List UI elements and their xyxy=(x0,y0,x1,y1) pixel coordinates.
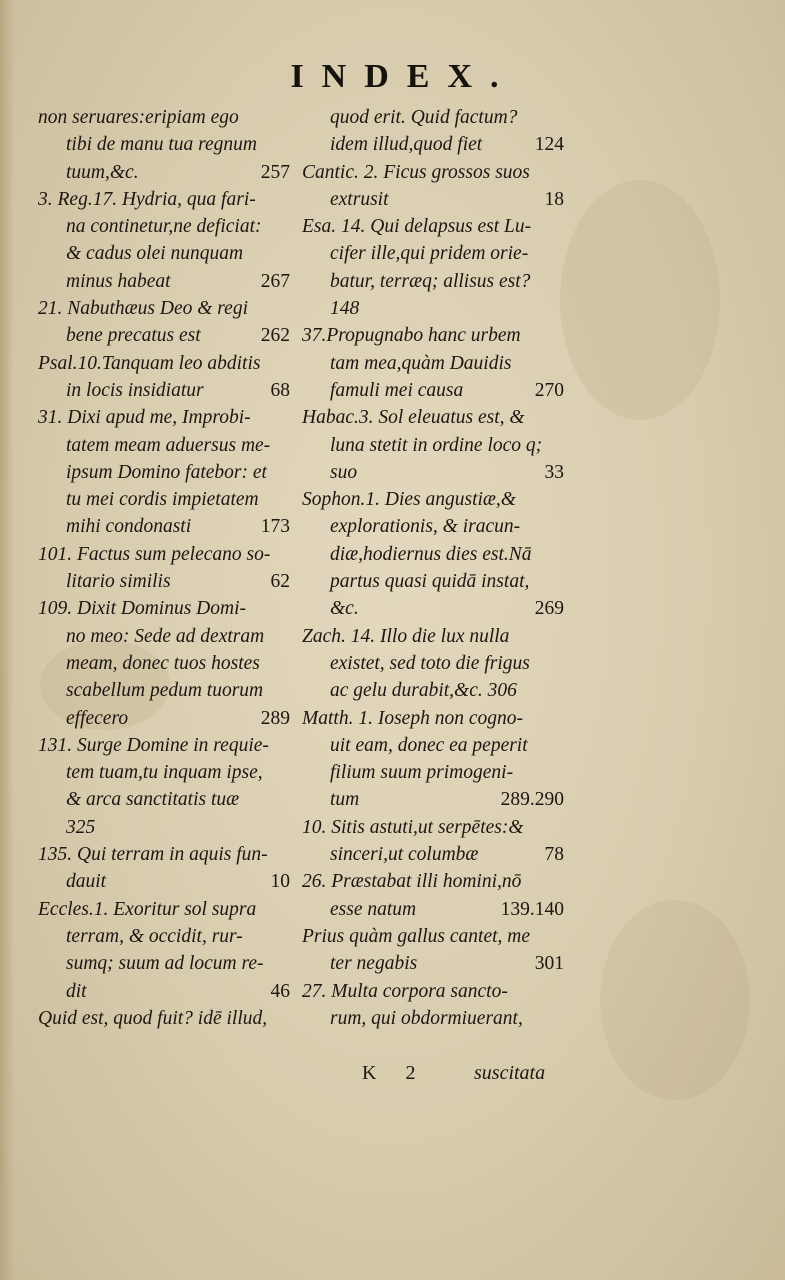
index-entry-line xyxy=(302,950,564,977)
page-reference: 78 xyxy=(544,844,564,866)
page-reference: 139.140 xyxy=(500,898,564,920)
index-entry-line xyxy=(302,595,564,622)
index-entry-text: Psal.10.Tanquam leo abditis xyxy=(38,352,261,374)
index-entry-line xyxy=(302,568,564,595)
index-entry-line xyxy=(38,377,290,404)
page-reference: 270 xyxy=(534,379,564,401)
index-entry-line xyxy=(302,868,564,895)
index-entry-text: batur, terræq; allisus est? xyxy=(330,270,531,292)
index-entry-line xyxy=(38,432,290,459)
index-entry-text: 27. Multa corpora sancto- xyxy=(302,980,508,1002)
index-entry-text: extrusit xyxy=(330,188,389,210)
index-entry-text: in locis insidiatur xyxy=(66,379,204,401)
index-entry-line xyxy=(38,595,290,622)
index-entry-text: explorationis, & iracun- xyxy=(330,516,521,538)
index-entry-line xyxy=(38,568,290,595)
index-entry-text: 10. Sitis astuti,ut serpētes:& xyxy=(302,816,524,838)
index-entry-line xyxy=(38,677,290,704)
index-entry-text: partus quasi quidā instat, xyxy=(330,571,530,593)
index-entry-text: idem illud,quod fiet xyxy=(330,134,483,156)
catchword: suscitata xyxy=(474,1062,546,1084)
index-entry-text: 109. Dixit Dominus Domi- xyxy=(38,598,246,620)
index-entry-line xyxy=(302,732,564,759)
index-entry-text: uit eam, donec ea peperit xyxy=(330,734,528,756)
index-entry-line xyxy=(38,240,290,267)
index-entry-text: Zach. 14. Illo die lux nulla xyxy=(302,625,510,647)
index-entry-line xyxy=(302,350,564,377)
index-entry-line xyxy=(302,213,564,240)
index-entry-text: 21. Nabuthæus Deo & regi xyxy=(38,298,248,320)
index-entry-text: &c. xyxy=(330,598,359,620)
index-entry-text: tam mea,quàm Dauidis xyxy=(330,352,512,374)
page-reference: 257 xyxy=(260,161,290,183)
index-entry-line xyxy=(38,896,290,923)
right-index-column xyxy=(302,104,564,1032)
index-entry-text: 148 xyxy=(330,298,360,320)
index-entry-line xyxy=(302,650,564,677)
index-entry-text: ac gelu durabit,&c. 306 xyxy=(330,680,517,702)
index-entry-line xyxy=(38,213,290,240)
index-entry-text: 101. Factus sum pelecano so- xyxy=(38,543,271,565)
index-entry-line xyxy=(38,541,290,568)
index-entry-line xyxy=(38,841,290,868)
index-entry-line xyxy=(38,186,290,213)
index-entry-line xyxy=(38,131,290,158)
index-entry-line xyxy=(302,513,564,540)
page-edge-shadow xyxy=(0,0,14,1280)
index-entry-text: dauit xyxy=(66,871,107,893)
index-entry-line xyxy=(38,459,290,486)
index-entry-line xyxy=(38,705,290,732)
index-entry-text: famuli mei causa xyxy=(330,379,464,401)
index-entry-text: cifer ille,qui pridem orie- xyxy=(330,243,529,265)
index-entry-text: luna stetit in ordine loco q; xyxy=(330,434,543,456)
index-entry-text: mihi condonasti xyxy=(66,516,192,538)
index-entry-line xyxy=(302,814,564,841)
index-entry-line xyxy=(302,705,564,732)
index-entry-line xyxy=(302,240,564,267)
index-entry-line xyxy=(38,623,290,650)
index-entry-text: 26. Præstabat illi homini,nō xyxy=(302,871,522,893)
index-entry-line xyxy=(302,404,564,431)
index-entry-text: diæ,hodiernus dies est.Nā xyxy=(330,543,532,565)
index-entry-text: 3. Reg.17. Hydria, qua fari- xyxy=(38,188,256,210)
index-entry-line xyxy=(38,295,290,322)
index-entry-line xyxy=(38,868,290,895)
index-entry-text: esse natum xyxy=(330,898,417,920)
index-entry-text: ter negabis xyxy=(330,953,418,975)
index-entry-text: filium suum primogeni- xyxy=(330,762,514,784)
index-entry-line xyxy=(302,104,564,131)
signature-mark: K 2 xyxy=(362,1062,428,1084)
paper-stain xyxy=(600,900,750,1100)
index-entry-line xyxy=(38,1005,290,1032)
index-entry-line xyxy=(38,650,290,677)
index-entry-text: Eccles.1. Exoritur sol supra xyxy=(38,898,257,920)
index-entry-text: na continetur,ne deficiat: xyxy=(66,216,262,238)
index-entry-text: 31. Dixi apud me, Improbi- xyxy=(38,407,251,429)
index-entry-text: Quid est, quod fuit? idē illud, xyxy=(38,1007,268,1029)
index-entry-line xyxy=(302,131,564,158)
page-reference: 269 xyxy=(534,598,564,620)
index-entry-text: & arca sanctitatis tuæ xyxy=(66,789,240,811)
index-entry-line xyxy=(302,159,564,186)
index-entry-line xyxy=(302,786,564,813)
index-entry-text: 37.Propugnabo hanc urbem xyxy=(302,325,521,347)
index-entry-line xyxy=(302,759,564,786)
index-entry-line xyxy=(38,786,290,813)
index-entry-text: sumq; suum ad locum re- xyxy=(66,953,264,975)
index-entry-line xyxy=(302,295,564,322)
index-entry-line xyxy=(38,268,290,295)
index-entry-text: tatem meam aduersus me- xyxy=(66,434,271,456)
index-entry-text: 131. Surge Domine in requie- xyxy=(38,734,269,756)
index-entry-text: scabellum pedum tuorum xyxy=(66,680,264,702)
index-entry-line xyxy=(38,732,290,759)
index-entry-text: bene precatus est xyxy=(66,325,201,347)
index-entry-text: & cadus olei nunquam xyxy=(66,243,244,265)
index-entry-line xyxy=(302,896,564,923)
index-entry-line xyxy=(38,759,290,786)
page-reference: 289 xyxy=(260,707,290,729)
index-entry-text: sinceri,ut columbæ xyxy=(330,844,479,866)
paper-stain xyxy=(560,180,720,420)
index-entry-text: existet, sed toto die frigus xyxy=(330,652,530,674)
index-entry-line xyxy=(38,513,290,540)
index-entry-text: Matth. 1. Ioseph non cogno- xyxy=(302,707,523,729)
page-reference: 267 xyxy=(260,270,290,292)
index-entry-line xyxy=(38,104,290,131)
index-entry-line xyxy=(38,159,290,186)
page-reference: 289.290 xyxy=(500,789,564,811)
index-entry-text: Esa. 14. Qui delapsus est Lu- xyxy=(302,216,532,238)
index-entry-text: no meo: Sede ad dextram xyxy=(66,625,265,647)
index-entry-line xyxy=(38,486,290,513)
page-title: INDEX. xyxy=(290,58,517,95)
index-entry-text: minus habeat xyxy=(66,270,171,292)
index-entry-line xyxy=(302,186,564,213)
index-entry-text: terram, & occidit, rur- xyxy=(66,925,243,947)
page-reference: 262 xyxy=(260,325,290,347)
index-entry-line xyxy=(302,322,564,349)
index-entry-line xyxy=(38,923,290,950)
index-entry-line xyxy=(302,459,564,486)
page-reference: 68 xyxy=(270,379,290,401)
page-reference: 301 xyxy=(534,953,564,975)
index-entry-line xyxy=(302,541,564,568)
index-entry-line xyxy=(302,623,564,650)
page-reference: 33 xyxy=(544,461,564,483)
index-entry-text: 135. Qui terram in aquis fun- xyxy=(38,844,268,866)
index-entry-text: ipsum Domino fatebor: et xyxy=(66,461,267,483)
index-entry-text: dit xyxy=(66,980,87,1002)
page-reference: 124 xyxy=(534,134,564,156)
index-entry-text: Habac.3. Sol eleuatus est, & xyxy=(302,407,525,429)
index-entry-text: tuum,&c. xyxy=(66,161,139,183)
index-entry-text: meam, donec tuos hostes xyxy=(66,652,260,674)
index-entry-text: non seruares:eripiam ego xyxy=(38,107,239,128)
index-entry-line xyxy=(302,377,564,404)
index-entry-line xyxy=(302,1005,564,1032)
left-index-column xyxy=(38,104,290,1032)
index-entry-text: litario similis xyxy=(66,571,171,593)
index-entry-text: Prius quàm gallus cantet, me xyxy=(302,925,531,947)
index-entry-line xyxy=(302,432,564,459)
index-entry-line xyxy=(38,322,290,349)
page-reference: 18 xyxy=(544,188,564,210)
index-entry-line xyxy=(38,978,290,1005)
index-entry-line xyxy=(302,923,564,950)
index-entry-line xyxy=(38,814,290,841)
index-entry-text: effecero xyxy=(66,707,129,729)
index-entry-line xyxy=(302,268,564,295)
index-entry-text: tum xyxy=(330,789,360,811)
index-entry-text: tem tuam,tu inquam ipse, xyxy=(66,762,263,784)
index-entry-line xyxy=(302,978,564,1005)
index-entry-text: 325 xyxy=(66,816,96,838)
page-reference: 173 xyxy=(260,516,290,538)
index-entry-text: rum, qui obdormiuerant, xyxy=(330,1007,523,1029)
index-entry-line xyxy=(302,486,564,513)
page-reference: 62 xyxy=(270,571,290,593)
index-entry-text: quod erit. Quid factum? xyxy=(330,107,518,128)
index-entry-text: Sophon.1. Dies angustiæ,& xyxy=(302,489,516,511)
index-entry-line xyxy=(38,404,290,431)
index-entry-line xyxy=(38,950,290,977)
index-entry-text: Cantic. 2. Ficus grossos suos xyxy=(302,161,530,183)
index-entry-text: suo xyxy=(330,461,358,483)
index-entry-line xyxy=(302,677,564,704)
index-entry-line xyxy=(38,350,290,377)
page-reference: 46 xyxy=(270,980,290,1002)
page-reference: 10 xyxy=(270,871,290,893)
index-entry-text: tibi de manu tua regnum xyxy=(66,134,258,156)
index-entry-line xyxy=(302,841,564,868)
index-entry-text: tu mei cordis impietatem xyxy=(66,489,259,511)
